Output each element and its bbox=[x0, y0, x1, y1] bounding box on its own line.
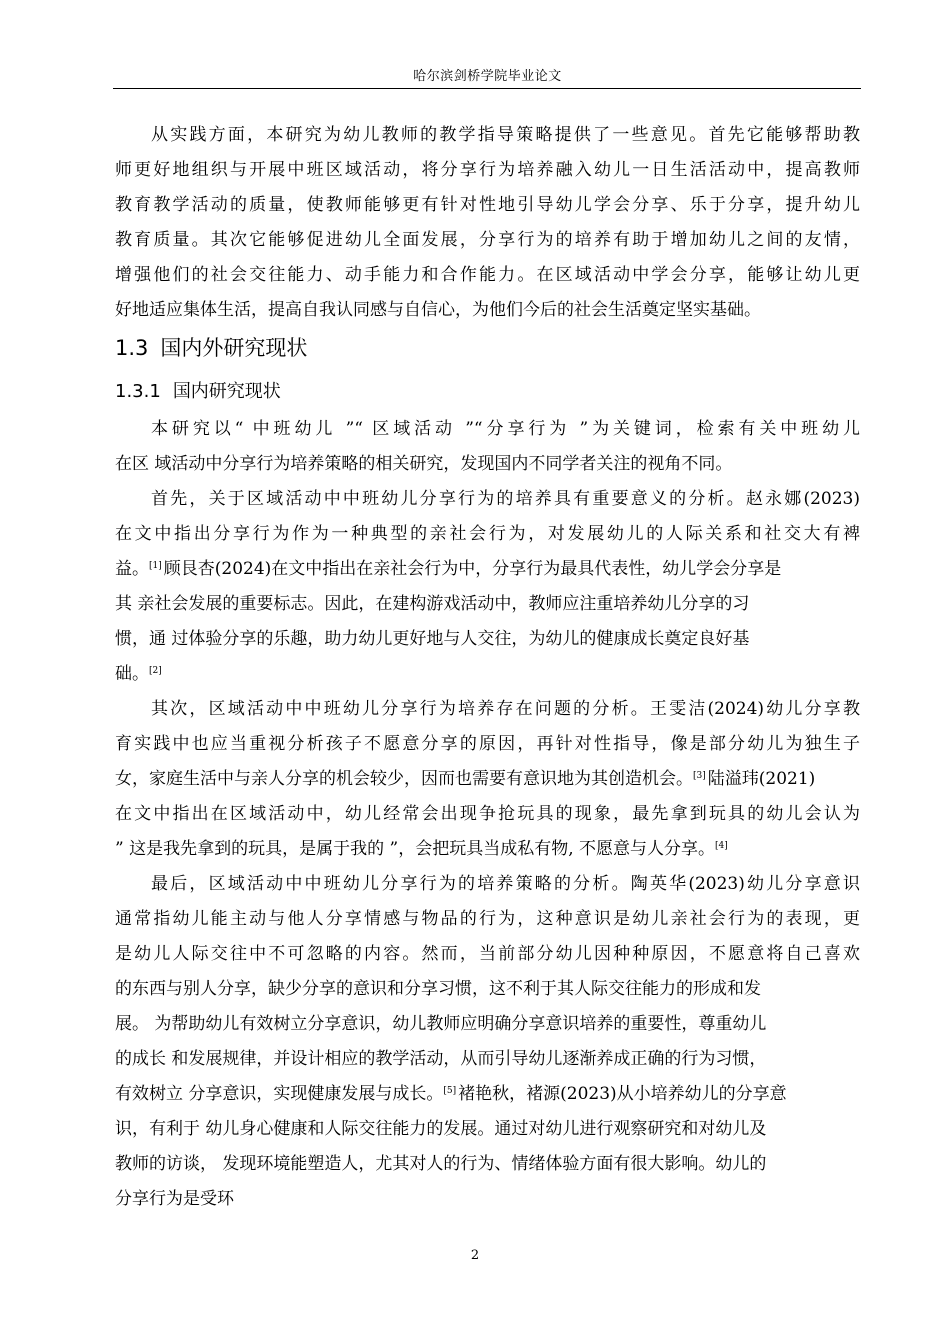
paragraph-line bbox=[115, 657, 860, 692]
paragraph-line: 展。 为帮助幼儿有效树立分享意识，幼儿教师应明确分享意识培养的重要性，尊重幼儿 bbox=[115, 1014, 767, 1034]
paragraph-line: 在区 域活动中分享行为培养策略的相关研究，发现国内不同学者关注的视角不同。 bbox=[115, 454, 733, 474]
citation-ref-5: [5] bbox=[443, 1086, 457, 1096]
line-text: 础。 bbox=[115, 664, 149, 684]
line-text: ” 这是我先拿到的玩具，是属于我的 ”，会把玩具当成私有物, 不愿意与人分享。 bbox=[115, 839, 715, 859]
significance-paragraph bbox=[115, 482, 860, 692]
paragraph-line: 好地适应集体生活，提高自我认同感与自信心，为他们今后的社会生活奠定坚实基础。 bbox=[115, 300, 761, 320]
paragraph-line: 从实践方面，本研究为幼儿教师的教学指导策略提供了一些意见。首先它能够帮助教 bbox=[151, 125, 860, 145]
paragraph-line: 通常指幼儿能主动与他人分享情感与物品的行为，这种意识是幼儿亲社会行为的表现，更 bbox=[115, 909, 860, 929]
problems-paragraph bbox=[115, 692, 860, 867]
paragraph-line: 首先，关于区域活动中中班幼儿分享行为的培养具有重要意义的分析。赵永娜(2023) bbox=[151, 489, 860, 509]
paragraph-line: 其 亲社会发展的重要标志。因此，在建构游戏活动中，教师应注重培养幼儿分享的习 bbox=[115, 594, 750, 614]
paragraph-line: 师更好地组织与开展中班区域活动，将分享行为培养融入幼儿一日生活活动中，提高教师 bbox=[115, 160, 860, 180]
subsection-number: 1.3.1 bbox=[115, 381, 161, 402]
line-text: 陆溢玮(2021) bbox=[707, 769, 816, 789]
paragraph-line: 最后，区域活动中中班幼儿分享行为的培养策略的分析。陶英华(2023)幼儿分享意识 bbox=[151, 874, 860, 894]
paragraph-line: 的成长 和发展规律，并设计相应的教学活动，从而引导幼儿逐渐养成正确的行为习惯， bbox=[115, 1049, 767, 1069]
paragraph-line bbox=[115, 552, 860, 587]
line-text: 女，家庭生活中与亲人分享的机会较少，因而也需要有意识地为其创造机会。 bbox=[115, 769, 693, 789]
paragraph-line: 惯，通 过体验分享的乐趣，助力幼儿更好地与人交往，为幼儿的健康成长奠定良好基 bbox=[115, 629, 750, 649]
citation-ref-4: [4] bbox=[715, 841, 728, 851]
intro-paragraph bbox=[115, 118, 860, 328]
running-header: 哈尔滨剑桥学院毕业论文 bbox=[413, 69, 562, 84]
section-number: 1.3 bbox=[115, 336, 149, 360]
citation-ref-1: [1] bbox=[149, 561, 162, 571]
paragraph-line: 的东西与别人分享，缺少分享的意识和分享习惯，这不利于其人际交往能力的形成和发 bbox=[115, 979, 761, 999]
strategies-paragraph bbox=[115, 867, 860, 1217]
paragraph-line: 其次，区域活动中中班幼儿分享行为培养存在问题的分析。王雯洁(2024)幼儿分享教 bbox=[151, 699, 860, 719]
subsection-heading bbox=[115, 370, 860, 412]
paragraph-line: 本研究以“ 中班幼儿 ”“ 区域活动 ”“分享行为 ”为关键词，检索有关中班幼儿 bbox=[151, 419, 860, 439]
line-text: 益。 bbox=[115, 559, 149, 579]
line-text: 有效树立 分享意识，实现健康发展与成长。 bbox=[115, 1084, 444, 1104]
paragraph-line: 在文中指出在区域活动中，幼儿经常会出现争抢玩具的现象，最先拿到玩具的幼儿会认为 bbox=[115, 804, 860, 824]
paragraph-line: 是幼儿人际交往中不可忽略的内容。然而，当前部分幼儿因种种原因，不愿意将自己喜欢 bbox=[115, 944, 860, 964]
line-text: 顾艮杏(2024)在文中指出在亲社会行为中，分享行为最具代表性，幼儿学会分享是 bbox=[163, 559, 782, 579]
section-title: 国内外研究现状 bbox=[160, 336, 308, 360]
header-divider bbox=[113, 88, 861, 89]
line-text: 褚艳秋，褚源(2023)从小培养幼儿的分享意 bbox=[458, 1084, 787, 1104]
citation-ref-2: [2] bbox=[149, 666, 162, 676]
paragraph-line: 育实践中也应当重视分析孩子不愿意分享的原因，再针对性指导，像是部分幼儿为独生子 bbox=[115, 734, 860, 754]
citation-ref-3: [3] bbox=[693, 771, 706, 781]
paragraph-line: 分享行为是受环 bbox=[115, 1189, 234, 1209]
paragraph-line bbox=[115, 762, 860, 797]
page-body bbox=[115, 118, 860, 1217]
paragraph-line: 教育教学活动的质量，使教师能够更有针对性地引导幼儿学会分享、乐于分享，提升幼儿 bbox=[115, 195, 860, 215]
paragraph-line bbox=[115, 832, 860, 867]
paragraph-line: 教育质量。其次它能够促进幼儿全面发展，分享行为的培养有助于增加幼儿之间的友情， bbox=[115, 230, 860, 250]
page-number: 2 bbox=[470, 1248, 480, 1263]
section-heading bbox=[115, 328, 860, 370]
paragraph-line bbox=[115, 1077, 860, 1112]
subsection-title: 国内研究现状 bbox=[172, 381, 281, 402]
paragraph-line: 在文中指出分享行为作为一种典型的亲社会行为，对发展幼儿的人际关系和社交大有裨 bbox=[115, 524, 860, 544]
keywords-paragraph bbox=[115, 412, 860, 482]
paragraph-line: 识，有利于 幼儿身心健康和人际交往能力的发展。通过对幼儿进行观察研究和对幼儿及 bbox=[115, 1119, 767, 1139]
paragraph-line: 教师的访谈， 发现环境能塑造人，尤其对人的行为、情绪体验方面有很大影响。幼儿的 bbox=[115, 1154, 767, 1174]
paragraph-line: 增强他们的社会交往能力、动手能力和合作能力。在区域活动中学会分享，能够让幼儿更 bbox=[115, 265, 860, 285]
